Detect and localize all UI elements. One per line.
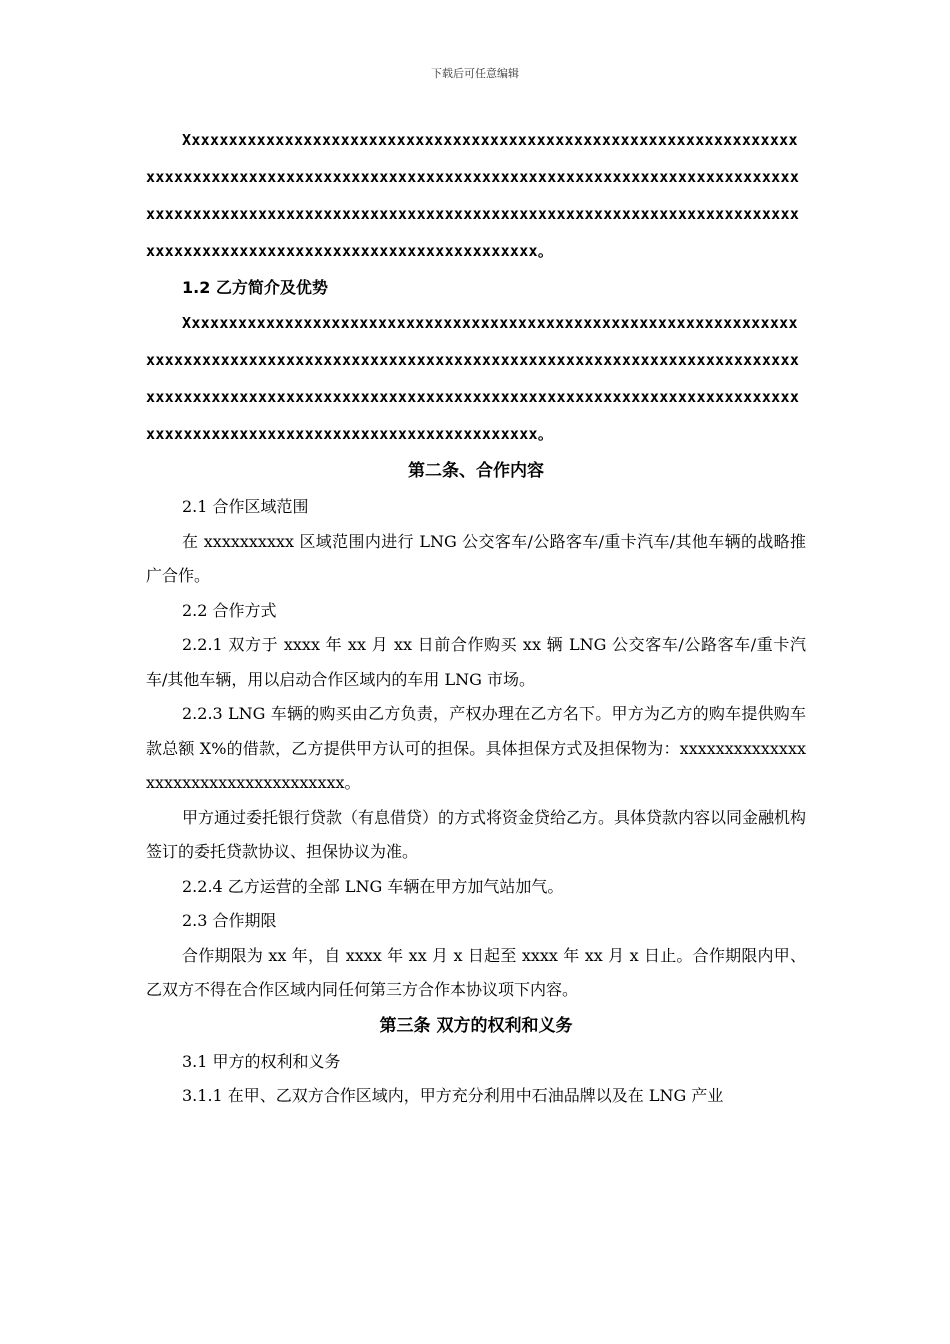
section-2-2-4-text: 2.2.4 乙方运营的全部 LNG 车辆在甲方加气站加气。 xyxy=(182,876,564,896)
party-b-intro-paragraph: Xxxxxxxxxxxxxxxxxxxxxxxxxxxxxxxxxxxxxxxxxxxxxxxxxxxxxxxxxxxxxxxxxxxxxxxxxxxxxxxxxxxxxxxxxxxxxxxxxxxxxxxxxxxxxxxxxxxxxxxxxxxxxxxxxxxxxxxxxxxxxxxxxxxxxxxxxxxxxxxxxxxxxxxxxxxxxxxxxxxxxxxxxxxxxxxxxxxxxxxxxxxxxxxxxxxxxxxxxxxxxxxxxxxxxxxxxxxxxxxxxxxxxxxx。 xyxy=(146,314,800,443)
section-2-1-title: 2.1 合作区域范围 xyxy=(182,497,309,516)
section-2-3-title: 2.3 合作期限 xyxy=(182,911,277,930)
section-2-1-text: 在 xxxxxxxxxx 区域范围内进行 LNG 公交客车/公路客车/重卡汽车/其他车辆的战略推广合作。 xyxy=(146,531,806,585)
article-2-heading: 第二条、合作内容 xyxy=(408,461,544,481)
section-2-2-title: 2.2 合作方式 xyxy=(182,600,277,620)
article-3-heading: 第三条 双方的权利和义务 xyxy=(379,1015,573,1036)
party-a-intro-paragraph: Xxxxxxxxxxxxxxxxxxxxxxxxxxxxxxxxxxxxxxxxxxxxxxxxxxxxxxxxxxxxxxxxxxxxxxxxxxxxxxxxxxxxxxxxxxxxxxxxxxxxxxxxxxxxxxxxxxxxxxxxxxxxxxxxxxxxxxxxxxxxxxxxxxxxxxxxxxxxxxxxxxxxxxxxxxxxxxxxxxxxxxxxxxxxxxxxxxxxxxxxxxxxxxxxxxxxxxxxxxxxxxxxxxxxxxxxxxxxxxxxxxxxxxxx。 xyxy=(146,131,800,260)
section-2-2-1-text: 2.2.1 双方于 xxxx 年 xx 月 xx 日前合作购买 xx 辆 LNG 公交客车/公路客车/重卡汽车/其他车辆，用以启动合作区域内的车用 LNG 市场。 xyxy=(146,635,806,689)
subheading-1-2: 1.2 乙方简介及优势 xyxy=(182,278,328,297)
section-2-3-text: 合作期限为 xx 年，自 xxxx 年 xx 月 x 日起至 xxxx 年 xx 月 x 日止。合作期限内甲、乙双方不得在合作区域内同任何第三方合作本协议项下内容。 xyxy=(146,945,806,999)
header-note: 下载后可任意编辑 xyxy=(431,67,519,80)
section-2-2-3-loan-text: 甲方通过委托银行贷款（有息借贷）的方式将资金贷给乙方。具体贷款内容以同金融机构签订的委托贷款协议、担保协议为准。 xyxy=(146,807,807,861)
section-2-2-3-text: 2.2.3 LNG 车辆的购买由乙方负责，产权办理在乙方名下。甲方为乙方的购车提供购车款总额 X%的借款，乙方提供甲方认可的担保。具体担保方式及担保物为：xxxxxxxxxxxxxxxxxxxxxxxxxxxxxxxxxxxx。 xyxy=(146,704,806,792)
section-3-1-1-text: 3.1.1 在甲、乙双方合作区域内，甲方充分利用中石油品牌以及在 LNG 产业 xyxy=(182,1086,724,1105)
section-3-1-title: 3.1 甲方的权利和义务 xyxy=(182,1051,341,1071)
document-body xyxy=(146,122,806,1114)
